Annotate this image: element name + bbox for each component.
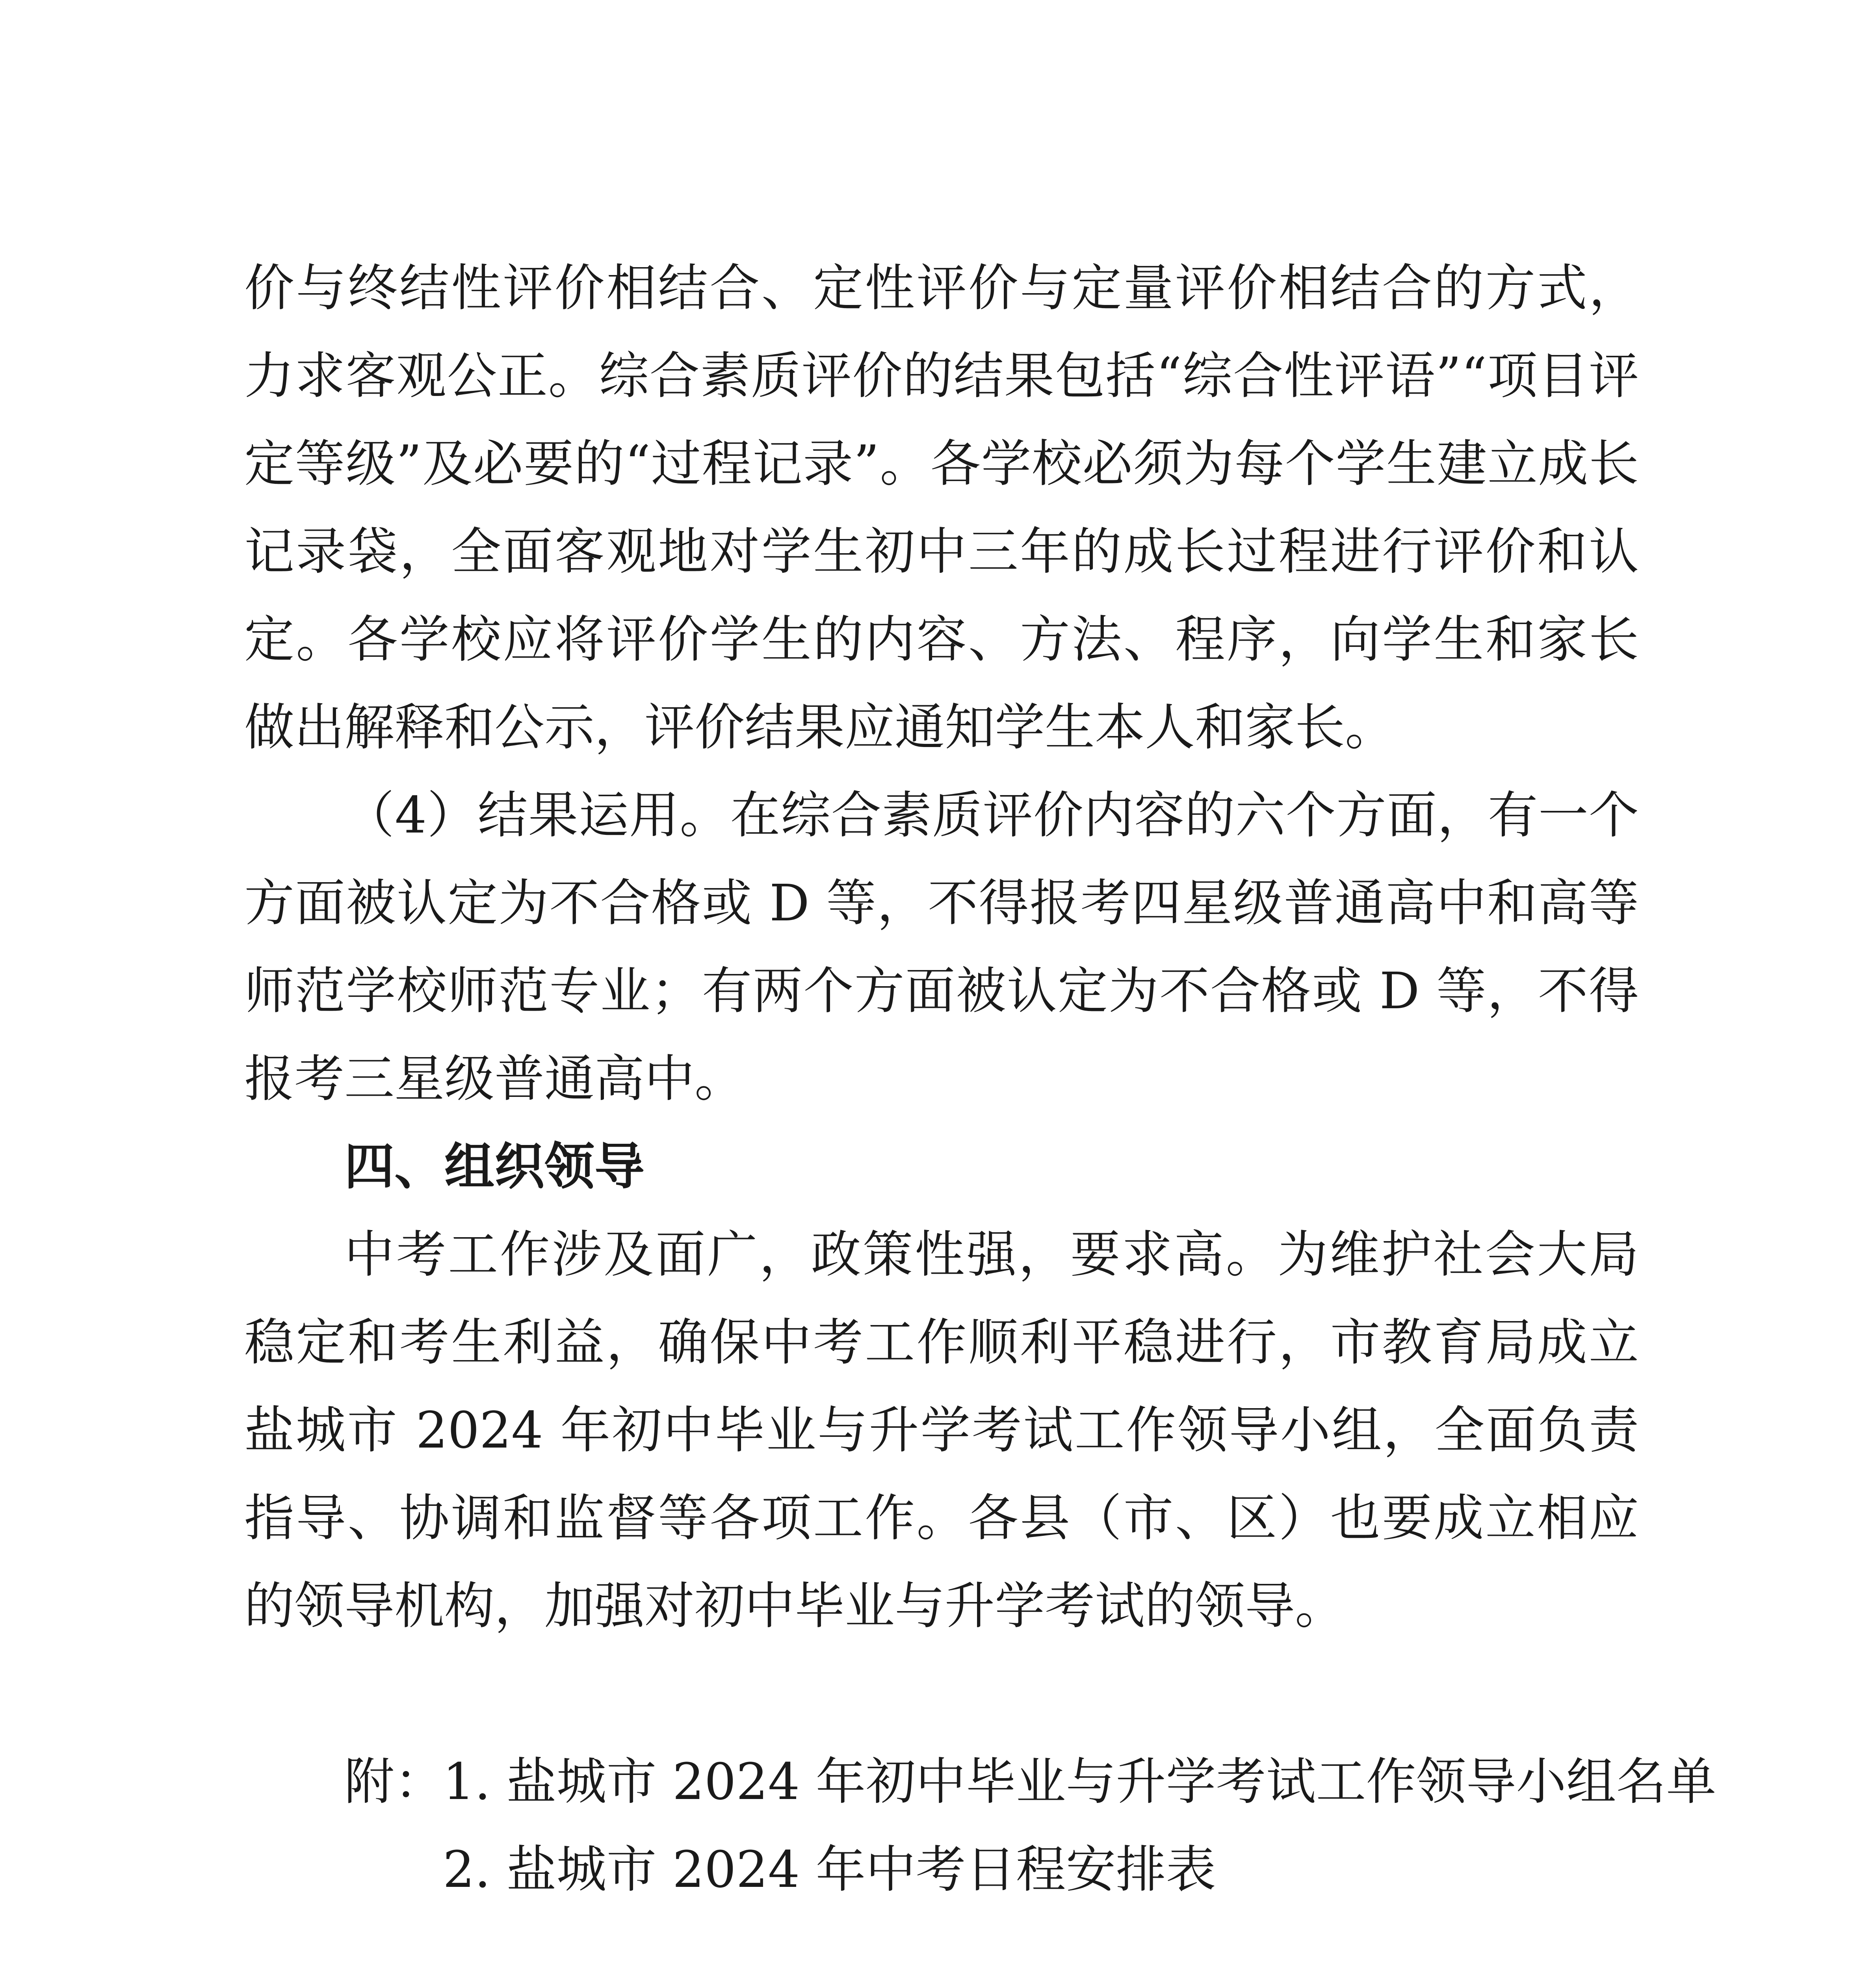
- section-heading: 四、组织领导: [344, 1137, 645, 1196]
- paragraph-organization: 中考工作涉及面广，政策性强，要求高。为维护社会大局稳定和考生利益，确保中考工作顺利平稳进行，市教育局成立盐城市 2024 年初中毕业与升学考试工作领导小组，全面负责指导、协调和监督等各项工作。各县（市、区）也要成立相应的领导机构，加强对初中毕业与升学考试的领导。: [244, 1225, 1639, 1635]
- attachments-label: 附：: [344, 1753, 445, 1811]
- attachment-item: 1. 盐城市 2024 年初中毕业与升学考试工作领导小组名单: [443, 1753, 1716, 1811]
- attachment-line-1: [244, 1738, 1716, 1826]
- attachment-item: 2. 盐城市 2024 年中考日程安排表: [443, 1840, 1216, 1899]
- document-body: [244, 244, 1716, 1914]
- attachment-line-2: [244, 1826, 1639, 1914]
- attachments-list: [244, 1738, 1716, 1914]
- paragraph-evaluation-method: 价与终结性评价相结合、定性评价与定量评价相结合的方式，力求客观公正。综合素质评价的结果包括“综合性评语”“项目评定等级”及必要的“过程记录”。各学校必须为每个学生建立成长记录袋，全面客观地对学生初中三年的成长过程进行评价和认定。各学校应将评价学生的内容、方法、程序，向学生和家长做出解释和公示，评价结果应通知学生本人和家长。: [244, 259, 1639, 756]
- paragraph-result-application: （4）结果运用。在综合素质评价内容的六个方面，有一个方面被认定为不合格或 D 等，不得报考四星级普通高中和高等师范学校师范专业；有两个方面被认定为不合格或 D 等，不得报考三星级普通高中。: [244, 786, 1639, 1108]
- paragraph-spacer: [244, 1650, 1639, 1738]
